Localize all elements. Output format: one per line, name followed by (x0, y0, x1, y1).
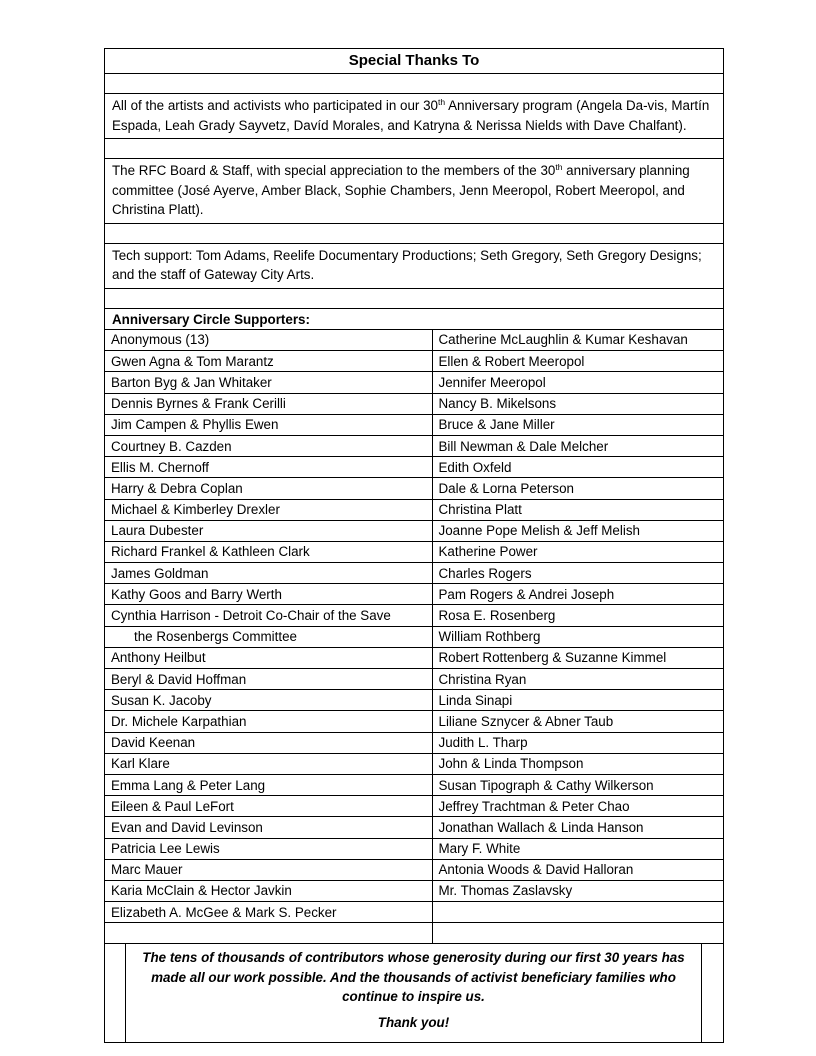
blank-row (105, 923, 723, 944)
supporter-row (105, 414, 723, 435)
supporter-row (105, 393, 723, 414)
supporter-name-left: Beryl & David Hoffman (105, 669, 432, 690)
supporter-name-left: Dr. Michele Karpathian (105, 711, 432, 732)
supporter-name-left: Patricia Lee Lewis (105, 838, 432, 859)
ordinal-suffix: th (438, 97, 446, 107)
supporter-name-left: Karia McClain & Hector Javkin (105, 880, 432, 901)
board-text-start: The RFC Board & Staff, with special appreciation to the members of the 30 (112, 163, 556, 178)
supporter-name-right: Charles Rogers (432, 563, 723, 584)
supporter-name-left: Anthony Heilbut (105, 647, 432, 668)
board-text-end: anniversary planning committee (José Ayerve, Amber Black, Sophie Chambers, Jenn Meeropol, Robert Meeropol, and Christina Platt). (112, 163, 690, 217)
supporter-name-right: Jeffrey Trachtman & Peter Chao (432, 796, 723, 817)
supporter-name-right: Catherine McLaughlin & Kumar Keshavan (432, 330, 723, 351)
blank-row (105, 289, 723, 309)
supporter-row (105, 774, 723, 795)
supporter-row (105, 796, 723, 817)
supporter-name-left: Susan K. Jacoby (105, 690, 432, 711)
artists-paragraph (105, 94, 723, 139)
supporter-name-left: Anonymous (13) (105, 330, 432, 351)
blank-row (105, 139, 723, 159)
supporter-name-right (432, 902, 723, 923)
supporter-row (105, 732, 723, 753)
supporter-name-right: Nancy B. Mikelsons (432, 393, 723, 414)
supporter-name-right: Mary F. White (432, 838, 723, 859)
supporter-name-right: Judith L. Tharp (432, 732, 723, 753)
blank-row (105, 74, 723, 94)
supporter-name-right: Dale & Lorna Peterson (432, 478, 723, 499)
supporter-name-right: Bill Newman & Dale Melcher (432, 435, 723, 456)
supporter-name-left: Dennis Byrnes & Frank Cerilli (105, 393, 432, 414)
supporter-row (105, 520, 723, 541)
supporter-name-right: Christina Platt (432, 499, 723, 520)
supporter-row (105, 541, 723, 562)
supporter-row (105, 457, 723, 478)
supporter-name-left: Ellis M. Chernoff (105, 457, 432, 478)
supporter-name-left: Emma Lang & Peter Lang (105, 774, 432, 795)
supporter-name-right: Robert Rottenberg & Suzanne Kimmel (432, 647, 723, 668)
supporter-name-right: Christina Ryan (432, 669, 723, 690)
supporter-row (105, 563, 723, 584)
board-paragraph (105, 159, 723, 224)
supporters-table (105, 330, 723, 945)
supporter-name-right: William Rothberg (432, 626, 723, 647)
supporter-name-right: John & Linda Thompson (432, 753, 723, 774)
supporter-name-right: Ellen & Robert Meeropol (432, 351, 723, 372)
supporter-row (105, 351, 723, 372)
supporter-row (105, 605, 723, 626)
blank-row (105, 224, 723, 244)
supporter-row (105, 880, 723, 901)
artists-text-end: Anniversary program (Angela Da-vis, Martín Espada, Leah Grady Sayvetz, Davíd Morales, and Katryna & Nerissa Nields with Dave Chalfant). (112, 98, 710, 133)
page-title: Special Thanks To (105, 49, 723, 74)
supporter-name-right: Jennifer Meeropol (432, 372, 723, 393)
supporter-name-right: Liliane Sznycer & Abner Taub (432, 711, 723, 732)
supporter-row (105, 838, 723, 859)
supporter-row (105, 690, 723, 711)
supporter-name-right: Pam Rogers & Andrei Joseph (432, 584, 723, 605)
supporter-row (105, 669, 723, 690)
supporter-row (105, 753, 723, 774)
supporter-name-left: Gwen Agna & Tom Marantz (105, 351, 432, 372)
supporter-name-left: Eileen & Paul LeFort (105, 796, 432, 817)
supporter-row (105, 647, 723, 668)
supporter-name-left: David Keenan (105, 732, 432, 753)
empty-cell (432, 923, 723, 944)
supporter-name-right: Joanne Pope Melish & Jeff Melish (432, 520, 723, 541)
supporter-name-right: Rosa E. Rosenberg (432, 605, 723, 626)
supporter-name-right: Antonia Woods & David Halloran (432, 859, 723, 880)
ordinal-suffix: th (555, 162, 563, 172)
supporter-name-right: Susan Tipograph & Cathy Wilkerson (432, 774, 723, 795)
supporter-name-right: Bruce & Jane Miller (432, 414, 723, 435)
supporter-name-left: Marc Mauer (105, 859, 432, 880)
supporter-name-left: Harry & Debra Coplan (105, 478, 432, 499)
supporter-name-left: the Rosenbergs Committee (105, 626, 432, 647)
supporter-row (105, 478, 723, 499)
supporter-row (105, 626, 723, 647)
supporter-name-left: Elizabeth A. McGee & Mark S. Pecker (105, 902, 432, 923)
supporter-name-left: Richard Frankel & Kathleen Clark (105, 541, 432, 562)
supporter-name-left: Karl Klare (105, 753, 432, 774)
supporter-name-left: Jim Campen & Phyllis Ewen (105, 414, 432, 435)
supporter-name-left: Laura Dubester (105, 520, 432, 541)
supporter-row (105, 711, 723, 732)
supporter-row (105, 499, 723, 520)
supporter-name-left: Evan and David Levinson (105, 817, 432, 838)
supporter-name-right: Mr. Thomas Zaslavsky (432, 880, 723, 901)
supporter-row (105, 859, 723, 880)
thank-you-text: Thank you! (377, 1014, 450, 1030)
supporter-row (105, 435, 723, 456)
supporter-name-left: Kathy Goos and Barry Werth (105, 584, 432, 605)
supporter-name-right: Edith Oxfeld (432, 457, 723, 478)
supporter-name-left: Michael & Kimberley Drexler (105, 499, 432, 520)
supporter-name-right: Linda Sinapi (432, 690, 723, 711)
supporter-name-left: Barton Byg & Jan Whitaker (105, 372, 432, 393)
thanks-sheet (104, 48, 724, 1043)
artists-text-start: All of the artists and activists who participated in our 30 (112, 98, 439, 113)
supporter-name-right: Jonathan Wallach & Linda Hanson (432, 817, 723, 838)
tech-support-paragraph: Tech support: Tom Adams, Reelife Documentary Productions; Seth Gregory, Seth Gregory Designs; and the staff of Gateway City Arts. (105, 244, 723, 289)
supporter-name-right: Katherine Power (432, 541, 723, 562)
supporter-row (105, 372, 723, 393)
supporters-heading: Anniversary Circle Supporters: (105, 309, 723, 330)
empty-cell (105, 923, 432, 944)
supporter-row (105, 584, 723, 605)
supporter-name-left: James Goldman (105, 563, 432, 584)
closing-message-text: The tens of thousands of contributors whose generosity during our first 30 years has made all our work possible. And the thousands of activist beneficiary families who continue to inspire us. (142, 950, 685, 1005)
supporter-row (105, 817, 723, 838)
supporter-name-left: Courtney B. Cazden (105, 435, 432, 456)
supporter-row (105, 902, 723, 923)
closing-message (105, 944, 723, 1042)
supporter-name-left: Cynthia Harrison - Detroit Co-Chair of the Save (105, 605, 432, 626)
supporter-row (105, 330, 723, 351)
closing-message-box (125, 944, 702, 1042)
